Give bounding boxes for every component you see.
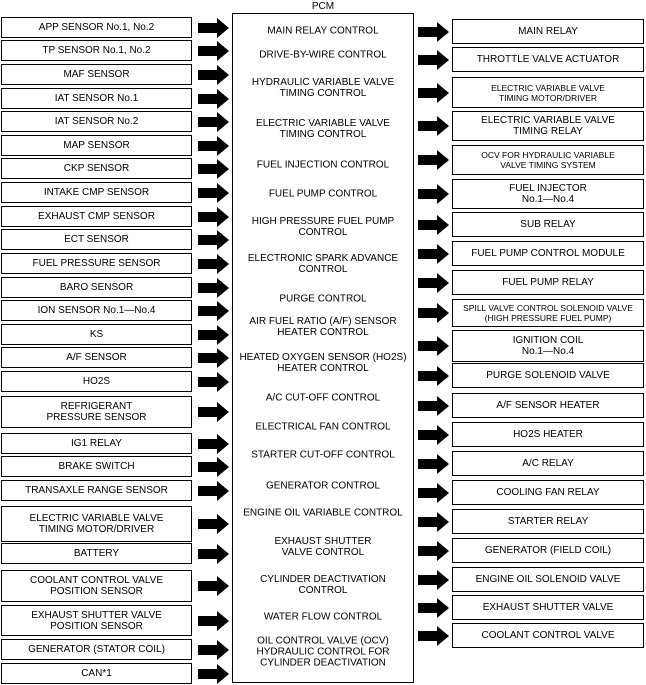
output-arrow: [418, 215, 449, 235]
input-box: GENERATOR (STATOR COIL): [1, 639, 192, 660]
pcm-function: ELECTRICAL FAN CONTROL: [255, 421, 391, 433]
input-arrow: [198, 230, 229, 250]
input-arrow: [198, 89, 229, 109]
output-box: IGNITION COIL No.1—No.4: [452, 330, 644, 362]
output-box: COOLING FAN RELAY: [452, 480, 644, 505]
input-arrow: [198, 41, 229, 61]
input-box: ION SENSOR No.1—No.4: [1, 300, 192, 321]
input-box: A/F SENSOR: [1, 347, 192, 368]
output-arrow: [418, 512, 449, 532]
output-box: SPILL VALVE CONTROL SOLENOID VALVE (HIGH PRESSURE FUEL PUMP): [452, 299, 644, 327]
input-box: EXHAUST SHUTTER VALVE POSITION SENSOR: [1, 605, 192, 636]
output-box: STARTER RELAY: [452, 509, 644, 534]
pcm-function: HIGH PRESSURE FUEL PUMP CONTROL: [251, 216, 395, 238]
input-box: INTAKE CMP SENSOR: [1, 182, 192, 203]
input-arrow: [198, 254, 229, 274]
input-box: IAT SENSOR No.1: [1, 88, 192, 109]
output-arrow: [418, 83, 449, 103]
pcm-function: DRIVE-BY-WIRE CONTROL: [259, 49, 387, 61]
input-arrow: [198, 183, 229, 203]
input-box: KS: [1, 324, 192, 345]
output-arrow: [418, 541, 449, 561]
pcm-function: CYLINDER DEACTIVATION CONTROL: [260, 574, 386, 596]
input-arrow: [198, 576, 229, 596]
pcm-title: PCM: [311, 1, 335, 12]
output-box: HO2S HEATER: [452, 422, 644, 447]
input-box: ELECTRIC VARIABLE VALVE TIMING MOTOR/DRIVER: [1, 506, 192, 542]
input-arrow: [198, 112, 229, 132]
output-arrow: [418, 273, 449, 293]
output-arrow: [418, 336, 449, 356]
input-arrow: [198, 159, 229, 179]
pcm-function: FUEL INJECTION CONTROL: [256, 159, 390, 171]
pcm-function: MAIN RELAY CONTROL: [267, 25, 379, 37]
pcm-function: GENERATOR CONTROL: [265, 480, 381, 492]
pcm-function: ENGINE OIL VARIABLE CONTROL: [243, 507, 403, 519]
input-box: BARO SENSOR: [1, 277, 192, 298]
output-arrow: [418, 116, 449, 136]
input-arrow: [198, 611, 229, 631]
pcm-function: AIR FUEL RATIO (A/F) SENSOR HEATER CONTROL: [249, 316, 397, 338]
input-box: IG1 RELAY: [1, 433, 192, 454]
input-arrow: [198, 278, 229, 298]
input-box: BATTERY: [1, 543, 192, 564]
input-arrow: [198, 640, 229, 660]
output-arrow: [418, 150, 449, 170]
pcm-function: HYDRAULIC VARIABLE VALVE TIMING CONTROL: [251, 77, 395, 99]
output-arrow: [418, 366, 449, 386]
input-arrow: [198, 664, 229, 684]
pcm-function: ELECTRIC VARIABLE VALVE TIMING CONTROL: [256, 118, 390, 140]
output-arrow: [418, 570, 449, 590]
pcm-function: A/C CUT-OFF CONTROL: [265, 392, 381, 404]
output-box: ELECTRIC VARIABLE VALVE TIMING MOTOR/DRIVER: [452, 77, 644, 108]
output-box: MAIN RELAY: [452, 19, 644, 44]
output-box: FUEL INJECTOR No.1—No.4: [452, 179, 644, 209]
input-arrow: [198, 325, 229, 345]
output-box: FUEL PUMP RELAY: [452, 270, 644, 295]
pcm-function: OIL CONTROL VALVE (OCV) HYDRAULIC CONTROL FOR CYLINDER DEACTIVATION: [256, 635, 390, 669]
output-arrow: [418, 425, 449, 445]
input-box: COOLANT CONTROL VALVE POSITION SENSOR: [1, 570, 192, 602]
input-box: IAT SENSOR No.2: [1, 111, 192, 132]
input-arrow: [198, 65, 229, 85]
input-arrow: [198, 18, 229, 38]
output-arrow: [418, 303, 449, 323]
input-arrow: [198, 481, 229, 501]
output-box: OCV FOR HYDRAULIC VARIABLE VALVE TIMING SYSTEM: [452, 145, 644, 175]
input-box: CAN*1: [1, 663, 192, 684]
input-arrow: [198, 207, 229, 227]
output-arrow: [418, 626, 449, 646]
output-box: GENERATOR (FIELD COIL): [452, 538, 644, 563]
pcm-function: STARTER CUT-OFF CONTROL: [251, 449, 395, 461]
input-box: REFRIGERANT PRESSURE SENSOR: [1, 396, 192, 428]
output-box: A/C RELAY: [452, 451, 644, 476]
input-box: APP SENSOR No.1, No.2: [1, 17, 192, 38]
output-box: ENGINE OIL SOLENOID VALVE: [452, 567, 644, 592]
input-box: ECT SENSOR: [1, 229, 192, 250]
input-box: FUEL PRESSURE SENSOR: [1, 253, 192, 274]
output-arrow: [418, 454, 449, 474]
input-box: TP SENSOR No.1, No.2: [1, 40, 192, 61]
output-box: COOLANT CONTROL VALVE: [452, 623, 644, 648]
input-arrow: [198, 544, 229, 564]
input-box: TRANSAXLE RANGE SENSOR: [1, 480, 192, 501]
output-box: EXHAUST SHUTTER VALVE: [452, 595, 644, 620]
input-arrow: [198, 514, 229, 534]
output-box: PURGE SOLENOID VALVE: [452, 363, 644, 388]
output-arrow: [418, 50, 449, 70]
pcm-function: ELECTRONIC SPARK ADVANCE CONTROL: [247, 253, 399, 275]
input-box: HO2S: [1, 371, 192, 392]
output-box: A/F SENSOR HEATER: [452, 393, 644, 418]
pcm-function: WATER FLOW CONTROL: [263, 611, 383, 623]
output-box: FUEL PUMP CONTROL MODULE: [452, 241, 644, 266]
pcm-function: HEATED OXYGEN SENSOR (HO2S) HEATER CONTROL: [239, 352, 407, 374]
pcm-function: PURGE CONTROL: [279, 293, 367, 305]
pcm-function: FUEL PUMP CONTROL: [268, 188, 378, 200]
input-box: BRAKE SWITCH: [1, 456, 192, 477]
output-arrow: [418, 396, 449, 416]
input-box: MAP SENSOR: [1, 135, 192, 156]
output-arrow: [418, 22, 449, 42]
input-arrow: [198, 301, 229, 321]
input-box: EXHAUST CMP SENSOR: [1, 206, 192, 227]
input-arrow: [198, 372, 229, 392]
output-arrow: [418, 184, 449, 204]
output-box: SUB RELAY: [452, 212, 644, 237]
output-arrow: [418, 483, 449, 503]
output-box: ELECTRIC VARIABLE VALVE TIMING RELAY: [452, 111, 644, 141]
input-arrow: [198, 457, 229, 477]
input-arrow: [198, 348, 229, 368]
input-arrow: [198, 434, 229, 454]
input-box: MAF SENSOR: [1, 64, 192, 85]
output-box: THROTTLE VALVE ACTUATOR: [452, 47, 644, 72]
output-arrow: [418, 598, 449, 618]
output-arrow: [418, 244, 449, 264]
input-box: CKP SENSOR: [1, 158, 192, 179]
pcm-function: EXHAUST SHUTTER VALVE CONTROL: [274, 536, 372, 558]
input-arrow: [198, 402, 229, 422]
input-arrow: [198, 136, 229, 156]
